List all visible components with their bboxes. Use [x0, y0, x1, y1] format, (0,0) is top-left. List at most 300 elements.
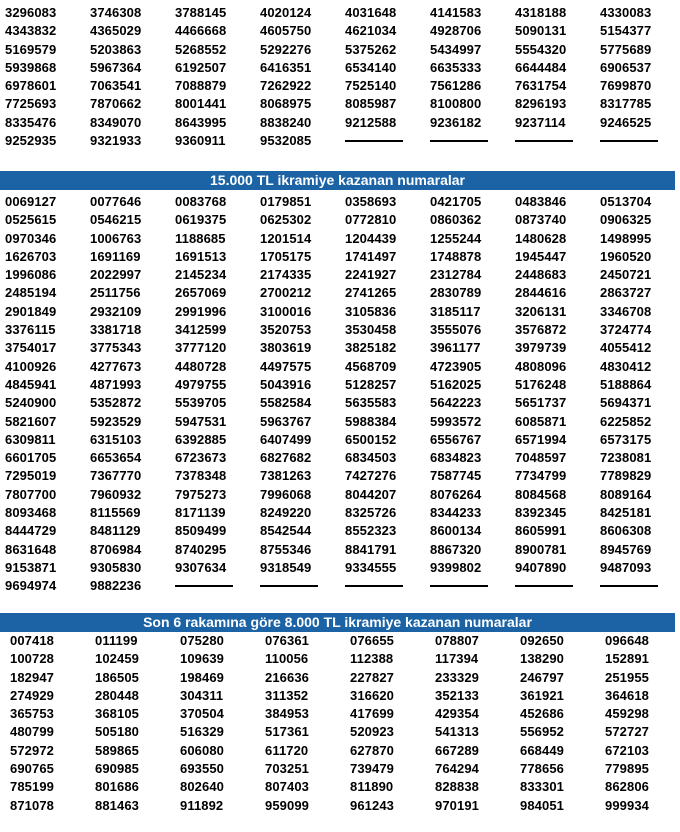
ticket-number: 4808096 — [515, 358, 567, 374]
ticket-number: 785199 — [10, 779, 54, 795]
ticket-number: 3746308 — [90, 5, 142, 20]
ticket-number: 9305830 — [90, 559, 142, 575]
ticket-number: 778656 — [520, 761, 564, 777]
ticket-number: 5582584 — [260, 395, 312, 411]
ticket-number: 365753 — [10, 706, 54, 722]
empty-cell-dash — [340, 132, 425, 150]
numbers-table-top — [0, 4, 680, 150]
ticket-number: 959099 — [265, 797, 309, 813]
ticket-number: 3100016 — [260, 303, 312, 319]
ticket-number: 007418 — [10, 633, 54, 648]
ticket-number: 8249220 — [260, 505, 312, 521]
ticket-number: 5635583 — [345, 395, 397, 411]
ticket-number: 078807 — [435, 633, 479, 648]
ticket-number: 9321933 — [90, 133, 142, 149]
ticket-number: 572727 — [605, 724, 649, 740]
ticket-number: 8600134 — [430, 523, 482, 539]
ticket-number: 3530458 — [345, 322, 397, 338]
dash-line — [260, 585, 318, 587]
ticket-number: 7381263 — [260, 468, 312, 484]
ticket-number: 8867320 — [430, 541, 482, 557]
ticket-number: 9237114 — [515, 114, 566, 130]
ticket-number: 1741497 — [345, 248, 397, 264]
ticket-number: 8425181 — [600, 505, 652, 521]
ticket-number: 0860362 — [430, 212, 482, 228]
dash-line — [515, 140, 573, 142]
ticket-number: 2863727 — [600, 285, 652, 301]
ticket-number: 096648 — [605, 633, 649, 648]
ticket-number: 8838240 — [260, 114, 312, 130]
ticket-number: 8325726 — [345, 505, 397, 521]
dash-line — [600, 140, 658, 142]
ticket-number: 9360911 — [175, 133, 226, 149]
numbers-grid — [0, 4, 680, 150]
empty-cell-dash — [595, 132, 680, 150]
ticket-number: 4365029 — [90, 23, 142, 39]
ticket-number: 8755346 — [260, 541, 312, 557]
ticket-number: 606080 — [180, 742, 224, 758]
ticket-number: 5128257 — [345, 376, 397, 392]
ticket-number: 8076264 — [430, 486, 482, 502]
ticket-number: 2657069 — [175, 285, 227, 301]
ticket-number: 1480628 — [515, 230, 567, 246]
ticket-number: 2700212 — [260, 285, 312, 301]
ticket-number: 693550 — [180, 761, 224, 777]
ticket-number: 5821607 — [5, 413, 57, 429]
ticket-number: 011199 — [95, 633, 138, 648]
ticket-number: 5375262 — [345, 41, 397, 57]
ticket-number: 8444729 — [5, 523, 57, 539]
ticket-number: 6573175 — [600, 431, 652, 447]
ticket-number: 8606308 — [600, 523, 652, 539]
ticket-number: 8344233 — [430, 505, 482, 521]
ticket-number: 3376115 — [5, 322, 56, 338]
ticket-number: 6315103 — [90, 431, 142, 447]
ticket-number: 1498995 — [600, 230, 652, 246]
ticket-number: 1691169 — [90, 248, 141, 264]
ticket-number: 311352 — [265, 687, 309, 703]
ticket-number: 9694974 — [5, 578, 57, 594]
ticket-number: 4830412 — [600, 358, 652, 374]
ticket-number: 4100926 — [5, 358, 57, 374]
ticket-number: 368105 — [95, 706, 139, 722]
ticket-number: 6827682 — [260, 450, 312, 466]
ticket-number: 0483846 — [515, 194, 567, 209]
ticket-number: 779895 — [605, 761, 649, 777]
ticket-number: 984051 — [520, 797, 564, 813]
ticket-number: 6834503 — [345, 450, 397, 466]
ticket-number: 3788145 — [175, 5, 227, 20]
ticket-number: 1204439 — [345, 230, 397, 246]
ticket-number: 8115569 — [90, 505, 141, 521]
ticket-number: 5939868 — [5, 59, 57, 75]
ticket-number: 0513704 — [600, 194, 652, 209]
ticket-number: 5043916 — [260, 376, 312, 392]
ticket-number: 690985 — [95, 761, 139, 777]
ticket-number: 251955 — [605, 669, 649, 685]
ticket-number: 5292276 — [260, 41, 312, 57]
ticket-number: 6556767 — [430, 431, 482, 447]
ticket-number: 690765 — [10, 761, 54, 777]
ticket-number: 7725693 — [5, 96, 57, 112]
ticket-number: 198469 — [180, 669, 224, 685]
ticket-number: 589865 — [95, 742, 139, 758]
ticket-number: 0077646 — [90, 194, 142, 209]
ticket-number: 182947 — [10, 669, 54, 685]
ticket-number: 280448 — [95, 687, 139, 703]
ticket-number: 5554320 — [515, 41, 567, 57]
ticket-number: 667289 — [435, 742, 479, 758]
ticket-number: 2174335 — [260, 267, 312, 283]
ticket-number: 2448683 — [515, 267, 567, 283]
numbers-grid — [0, 193, 680, 596]
ticket-number: 1705175 — [260, 248, 312, 264]
ticket-number: 7088879 — [175, 78, 227, 94]
ticket-number: 8089164 — [600, 486, 652, 502]
ticket-number: 092650 — [520, 633, 564, 648]
ticket-number: 8100800 — [430, 96, 482, 112]
empty-cell-dash — [255, 577, 340, 595]
ticket-number: 6635333 — [430, 59, 482, 75]
ticket-number: 703251 — [265, 761, 309, 777]
ticket-number: 4055412 — [600, 340, 652, 356]
ticket-number: 6644484 — [515, 59, 567, 75]
ticket-number: 3961177 — [430, 340, 481, 356]
ticket-number: 8392345 — [515, 505, 567, 521]
ticket-number: 739479 — [350, 761, 394, 777]
ticket-number: 4480728 — [175, 358, 227, 374]
ticket-number: 4277673 — [90, 358, 142, 374]
ticket-number: 4621034 — [345, 23, 397, 39]
ticket-number: 833301 — [520, 779, 564, 795]
ticket-number: 5967364 — [90, 59, 142, 75]
ticket-number: 7789829 — [600, 468, 652, 484]
ticket-number: 8605991 — [515, 523, 567, 539]
ticket-number: 828838 — [435, 779, 479, 795]
ticket-number: 6906537 — [600, 59, 652, 75]
ticket-number: 9252935 — [5, 133, 57, 149]
ticket-number: 7367770 — [90, 468, 142, 484]
dash-line — [430, 140, 488, 142]
ticket-number: 541313 — [435, 724, 479, 740]
empty-cell-dash — [425, 577, 510, 595]
ticket-number: 5090131 — [515, 23, 567, 39]
dash-line — [600, 585, 658, 587]
ticket-number: 0873740 — [515, 212, 567, 228]
dash-line — [345, 585, 403, 587]
ticket-number: 2485194 — [5, 285, 57, 301]
ticket-number: 5923529 — [90, 413, 142, 429]
ticket-number: 4928706 — [430, 23, 482, 39]
ticket-number: 520923 — [350, 724, 394, 740]
ticket-number: 8001441 — [175, 96, 227, 112]
ticket-number: 7063541 — [90, 78, 142, 94]
ticket-number: 4497575 — [260, 358, 312, 374]
ticket-number: 572972 — [10, 742, 54, 758]
ticket-number: 9212588 — [345, 114, 397, 130]
ticket-number: 9334555 — [345, 559, 397, 575]
ticket-number: 3381718 — [90, 322, 142, 338]
ticket-number: 5988384 — [345, 413, 397, 429]
ticket-number: 100728 — [10, 651, 54, 667]
empty-cell-dash — [340, 577, 425, 595]
ticket-number: 6571994 — [515, 431, 567, 447]
ticket-number: 384953 — [265, 706, 309, 722]
ticket-number: 0772810 — [345, 212, 397, 228]
ticket-number: 8509499 — [175, 523, 227, 539]
ticket-number: 7807700 — [5, 486, 57, 502]
ticket-number: 811890 — [350, 779, 394, 795]
ticket-number: 9307634 — [175, 559, 227, 575]
numbers-grid — [0, 632, 680, 815]
ticket-number: 611720 — [265, 742, 309, 758]
ticket-number: 807403 — [265, 779, 309, 795]
ticket-number: 8552323 — [345, 523, 397, 539]
ticket-number: 911892 — [180, 797, 224, 813]
ticket-number: 1691513 — [175, 248, 227, 264]
ticket-number: 9532085 — [260, 133, 312, 149]
ticket-number: 429354 — [435, 706, 479, 722]
ticket-number: 3754017 — [5, 340, 57, 356]
ticket-number: 7631754 — [515, 78, 567, 94]
ticket-number: 3412599 — [175, 322, 227, 338]
ticket-number: 6416351 — [260, 59, 312, 75]
ticket-number: 0083768 — [175, 194, 227, 209]
ticket-number: 8317785 — [600, 96, 652, 112]
ticket-number: 8044207 — [345, 486, 397, 502]
ticket-number: 2450721 — [600, 267, 652, 283]
ticket-number: 7975273 — [175, 486, 227, 502]
ticket-number: 8841791 — [345, 541, 397, 557]
ticket-number: 2901849 — [5, 303, 57, 319]
ticket-number: 517361 — [265, 724, 309, 740]
ticket-number: 8296193 — [515, 96, 567, 112]
ticket-number: 216636 — [265, 669, 309, 685]
ticket-number: 0421705 — [430, 194, 482, 209]
ticket-number: 7238081 — [600, 450, 652, 466]
ticket-number: 5162025 — [430, 376, 482, 392]
ticket-number: 4568709 — [345, 358, 397, 374]
ticket-number: 7734799 — [515, 468, 567, 484]
ticket-number: 304311 — [180, 687, 224, 703]
ticket-number: 364618 — [605, 687, 649, 703]
ticket-number: 6085871 — [515, 413, 567, 429]
ticket-number: 1006763 — [90, 230, 142, 246]
section-header-8000: Son 6 rakamına göre 8.000 TL ikramiye kazanan numaralar — [0, 613, 675, 632]
ticket-number: 0358693 — [345, 194, 397, 209]
ticket-number: 5993572 — [430, 413, 482, 429]
ticket-number: 8706984 — [90, 541, 142, 557]
ticket-number: 4343832 — [5, 23, 57, 39]
ticket-number: 5947531 — [175, 413, 227, 429]
ticket-number: 8093468 — [5, 505, 57, 521]
ticket-number: 138290 — [520, 651, 564, 667]
ticket-number: 2312784 — [430, 267, 482, 283]
ticket-number: 2830789 — [430, 285, 482, 301]
ticket-number: 6500152 — [345, 431, 397, 447]
ticket-number: 7262922 — [260, 78, 312, 94]
ticket-number: 5268552 — [175, 41, 227, 57]
ticket-number: 6534140 — [345, 59, 397, 75]
ticket-number: 5240900 — [5, 395, 57, 411]
ticket-number: 7525140 — [345, 78, 397, 94]
empty-cell-dash — [595, 577, 680, 595]
ticket-number: 0546215 — [90, 212, 142, 228]
ticket-number: 480799 — [10, 724, 54, 740]
ticket-number: 5539705 — [175, 395, 227, 411]
ticket-number: 9487093 — [600, 559, 652, 575]
ticket-number: 7587745 — [430, 468, 482, 484]
ticket-number: 4141583 — [430, 5, 482, 20]
numbers-table-8000 — [0, 632, 680, 815]
ticket-number: 6407499 — [260, 431, 312, 447]
ticket-number: 3724774 — [600, 322, 652, 338]
ticket-number: 5352872 — [90, 395, 142, 411]
ticket-number: 4031648 — [345, 5, 397, 20]
ticket-number: 3296083 — [5, 5, 57, 20]
ticket-number: 5169579 — [5, 41, 57, 57]
numbers-table-15000 — [0, 193, 680, 596]
ticket-number: 5188864 — [600, 376, 652, 392]
ticket-number: 076655 — [350, 633, 394, 648]
ticket-number: 5651737 — [515, 395, 567, 411]
ticket-number: 505180 — [95, 724, 139, 740]
ticket-number: 3520753 — [260, 322, 312, 338]
empty-cell-dash — [425, 132, 510, 150]
ticket-number: 8740295 — [175, 541, 227, 557]
dash-line — [175, 585, 233, 587]
ticket-number: 0625302 — [260, 212, 312, 228]
ticket-number: 1188685 — [175, 230, 226, 246]
ticket-number: 8085987 — [345, 96, 397, 112]
ticket-number: 3775343 — [90, 340, 142, 356]
empty-cell-dash — [510, 577, 595, 595]
ticket-number: 8643995 — [175, 114, 227, 130]
ticket-number: 459298 — [605, 706, 649, 722]
ticket-number: 6834823 — [430, 450, 482, 466]
ticket-number: 2844616 — [515, 285, 567, 301]
ticket-number: 452686 — [520, 706, 564, 722]
ticket-number: 5642223 — [430, 395, 482, 411]
ticket-number: 110056 — [265, 651, 309, 667]
ticket-number: 5176248 — [515, 376, 567, 392]
ticket-number: 9407890 — [515, 559, 567, 575]
ticket-number: 2022997 — [90, 267, 142, 283]
ticket-number: 556952 — [520, 724, 564, 740]
ticket-number: 9246525 — [600, 114, 652, 130]
ticket-number: 3185117 — [430, 303, 481, 319]
ticket-number: 999934 — [605, 797, 649, 813]
ticket-number: 802640 — [180, 779, 224, 795]
ticket-number: 3979739 — [515, 340, 567, 356]
ticket-number: 9318549 — [260, 559, 312, 575]
ticket-number: 7996068 — [260, 486, 312, 502]
ticket-number: 4723905 — [430, 358, 482, 374]
ticket-number: 6601705 — [5, 450, 57, 466]
ticket-number: 7048597 — [515, 450, 567, 466]
ticket-number: 7561286 — [430, 78, 482, 94]
ticket-number: 516329 — [180, 724, 224, 740]
ticket-number: 862806 — [605, 779, 649, 795]
ticket-number: 6653654 — [90, 450, 142, 466]
ticket-number: 7378348 — [175, 468, 227, 484]
ticket-number: 7295019 — [5, 468, 57, 484]
ticket-number: 4979755 — [175, 376, 227, 392]
ticket-number: 871078 — [10, 797, 54, 813]
ticket-number: 227827 — [350, 669, 394, 685]
ticket-number: 1255244 — [430, 230, 482, 246]
ticket-number: 102459 — [95, 651, 139, 667]
ticket-number: 5775689 — [600, 41, 652, 57]
ticket-number: 3206131 — [515, 303, 567, 319]
ticket-number: 246797 — [520, 669, 564, 685]
dash-line — [515, 585, 573, 587]
ticket-number: 6225852 — [600, 413, 652, 429]
ticket-number: 9399802 — [430, 559, 482, 575]
ticket-number: 7699870 — [600, 78, 652, 94]
ticket-number: 112388 — [350, 651, 394, 667]
ticket-number: 1960520 — [600, 248, 652, 264]
ticket-number: 233329 — [435, 669, 479, 685]
ticket-number: 627870 — [350, 742, 394, 758]
ticket-number: 152891 — [605, 651, 649, 667]
ticket-number: 668449 — [520, 742, 564, 758]
ticket-number: 1626703 — [5, 248, 57, 264]
ticket-number: 1748878 — [430, 248, 482, 264]
ticket-number: 4605750 — [260, 23, 312, 39]
ticket-number: 109639 — [180, 651, 224, 667]
ticket-number: 764294 — [435, 761, 479, 777]
ticket-number: 672103 — [605, 742, 649, 758]
ticket-number: 6309811 — [5, 431, 56, 447]
ticket-number: 5694371 — [600, 395, 652, 411]
ticket-number: 316620 — [350, 687, 394, 703]
ticket-number: 2932109 — [90, 303, 142, 319]
ticket-number: 5154377 — [600, 23, 652, 39]
ticket-number: 4871993 — [90, 376, 142, 392]
ticket-number: 8945769 — [600, 541, 652, 557]
ticket-number: 8481129 — [90, 523, 141, 539]
ticket-number: 1996086 — [5, 267, 57, 283]
ticket-number: 0179851 — [260, 194, 312, 209]
ticket-number: 274929 — [10, 687, 54, 703]
ticket-number: 8171139 — [175, 505, 226, 521]
ticket-number: 417699 — [350, 706, 394, 722]
ticket-number: 801686 — [95, 779, 139, 795]
ticket-number: 352133 — [435, 687, 479, 703]
ticket-number: 4020124 — [260, 5, 312, 20]
ticket-number: 370504 — [180, 706, 224, 722]
dash-line — [345, 140, 403, 142]
ticket-number: 3803619 — [260, 340, 312, 356]
ticket-number: 8084568 — [515, 486, 567, 502]
ticket-number: 0525615 — [5, 212, 57, 228]
ticket-number: 3825182 — [345, 340, 397, 356]
ticket-number: 9236182 — [430, 114, 482, 130]
ticket-number: 9882236 — [90, 578, 142, 594]
ticket-number: 076361 — [265, 633, 309, 648]
dash-line — [430, 585, 488, 587]
ticket-number: 8631648 — [5, 541, 57, 557]
ticket-number: 2145234 — [175, 267, 227, 283]
ticket-number: 0069127 — [5, 194, 57, 209]
ticket-number: 7870662 — [90, 96, 142, 112]
ticket-number: 186505 — [95, 669, 139, 685]
ticket-number: 6723673 — [175, 450, 227, 466]
ticket-number: 2241927 — [345, 267, 397, 283]
ticket-number: 2511756 — [90, 285, 141, 301]
ticket-number: 0970346 — [5, 230, 57, 246]
